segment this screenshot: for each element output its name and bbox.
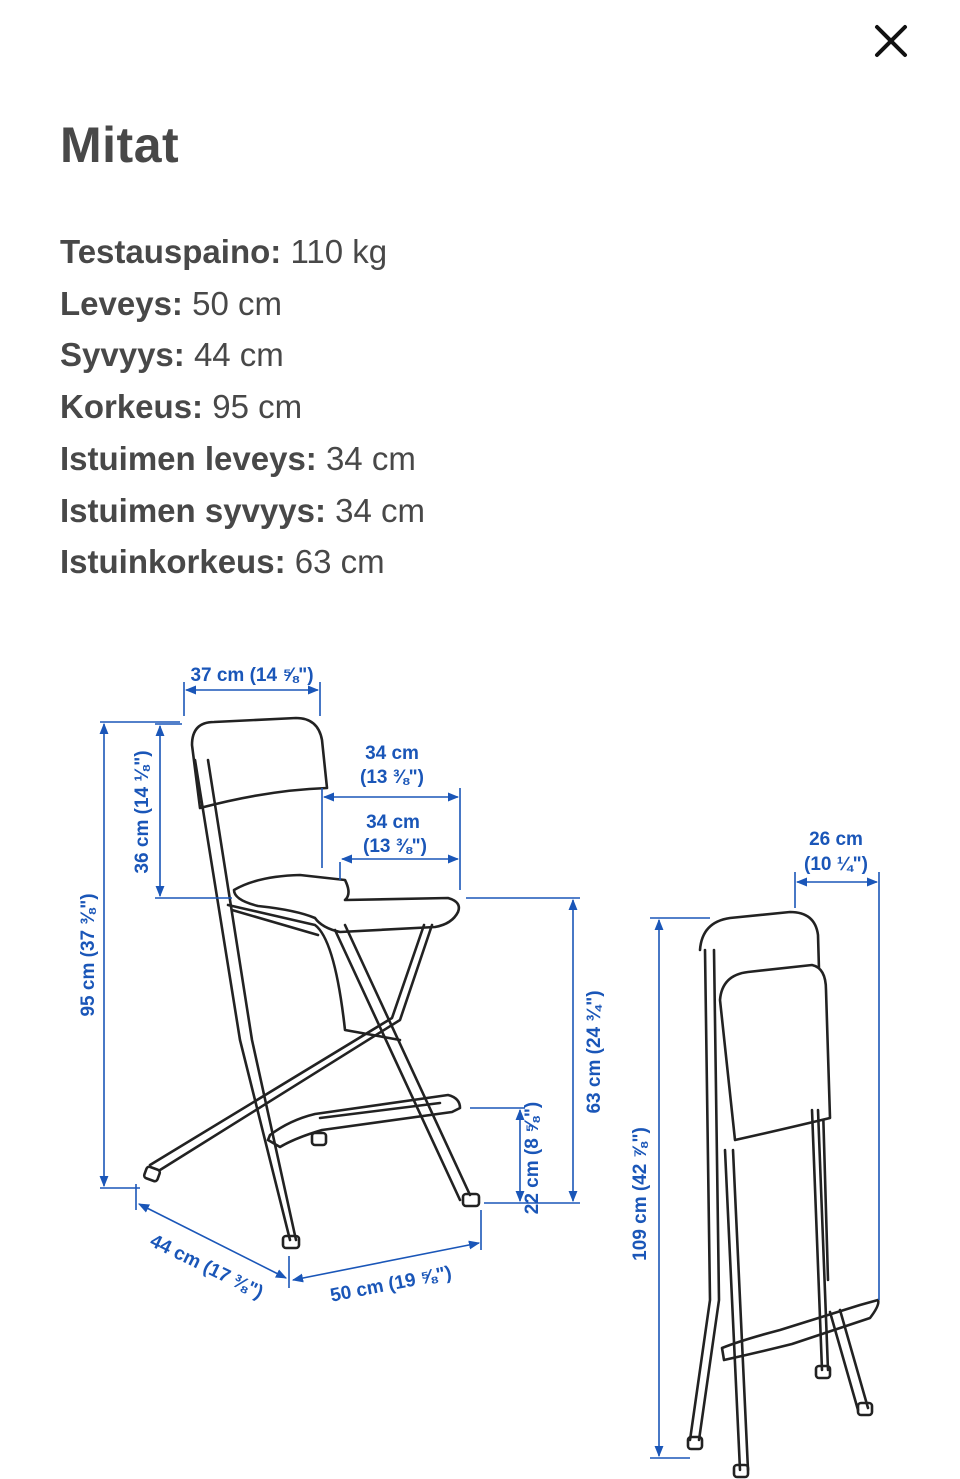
- page-title: Mitat: [60, 117, 180, 173]
- spec-height: [60, 381, 425, 433]
- spec-label: Korkeus:: [60, 388, 204, 426]
- spec-label: Leveys:: [60, 284, 183, 322]
- dim-back-height: 36 cm (14 ⅛"): [132, 750, 153, 874]
- spec-value: 50 cm: [192, 284, 282, 322]
- dim-total-height: 95 cm (37 ⅜"): [78, 893, 99, 1017]
- spec-value: 44 cm: [193, 336, 284, 374]
- spec-value: 34 cm: [325, 439, 416, 477]
- dim-footrest-height: 22 cm (8 ⅝"): [522, 1101, 543, 1215]
- spec-label: Istuimen syvyys:: [60, 491, 326, 529]
- spec-label: Testauspaino:: [60, 233, 282, 270]
- dim-folded-depth-cm: 26 cm: [809, 829, 863, 850]
- dim-folded-depth-in: (10 ¼"): [804, 854, 868, 875]
- dim-seat-depth-cm: 34 cm: [366, 812, 420, 833]
- spec-value: 34 cm: [335, 491, 426, 529]
- dim-width: 50 cm (19 ⅝"): [328, 1262, 454, 1307]
- dim-seat-depth-in: (13 ⅜"): [363, 836, 427, 857]
- spec-depth: [60, 329, 425, 381]
- dim-seat-height: 63 cm (24 ¾"): [584, 990, 605, 1114]
- close-icon: [874, 24, 908, 58]
- spec-label: Syvyys:: [60, 336, 185, 374]
- dimension-list: [60, 226, 425, 588]
- spec-width: [60, 278, 425, 330]
- dim-seat-width-cm: 34 cm: [365, 743, 419, 764]
- dim-seat-width-in: (13 ⅜"): [360, 767, 424, 788]
- spec-value: 110 kg: [290, 233, 388, 270]
- spec-test-weight: [60, 226, 425, 278]
- dim-depth: 44 cm (17 ⅜"): [146, 1230, 267, 1304]
- spec-seat-width: [60, 433, 425, 485]
- spec-value: 63 cm: [294, 543, 385, 581]
- spec-label: Istuimen leveys:: [60, 439, 317, 477]
- dim-folded-height: 109 cm (42 ⅞"): [630, 1127, 651, 1261]
- bar-stool-folded-illustration: [688, 912, 878, 1477]
- spec-seat-height: [60, 536, 425, 588]
- spec-value: 95 cm: [212, 388, 303, 426]
- spec-label: Istuinkorkeus:: [60, 543, 286, 581]
- close-button[interactable]: [864, 14, 918, 68]
- dimension-drawing: [0, 600, 960, 1479]
- spec-seat-depth: [60, 485, 425, 537]
- dim-back-width: 37 cm (14 ⅝"): [190, 665, 314, 686]
